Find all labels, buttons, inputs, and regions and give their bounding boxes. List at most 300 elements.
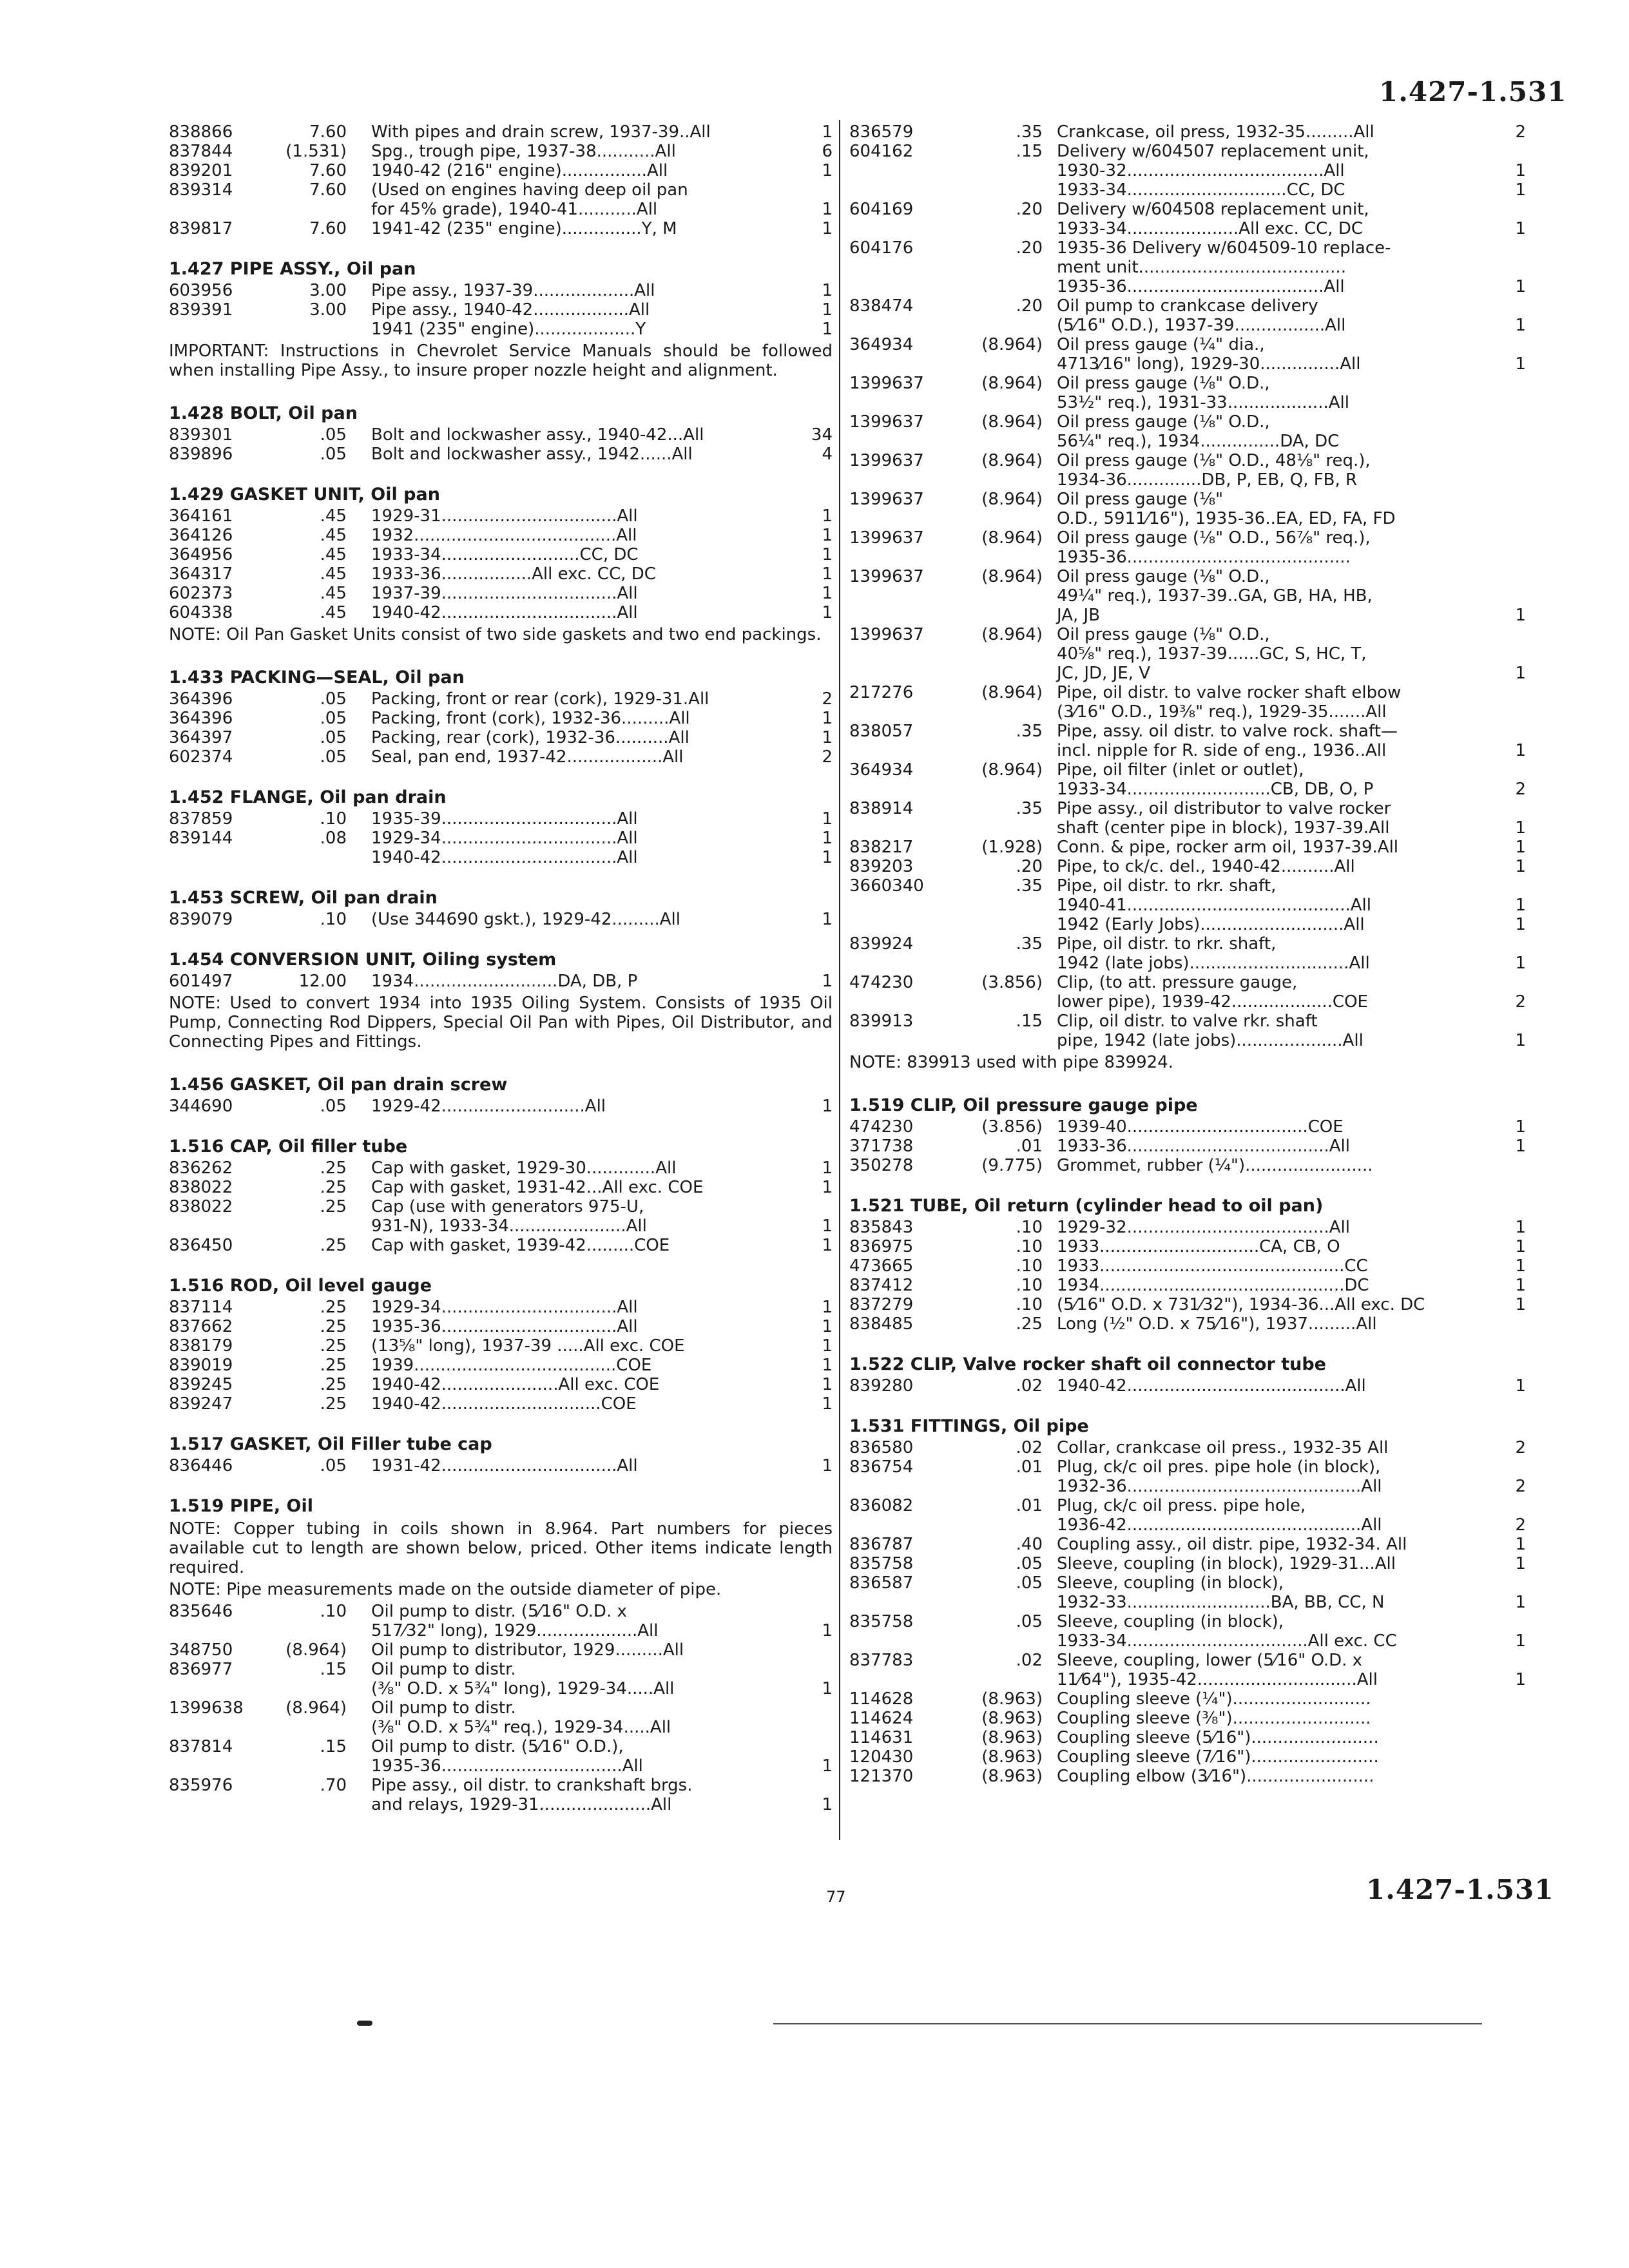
part-number: 1399637 (849, 451, 924, 470)
part-row (169, 1795, 833, 1814)
part-row (169, 180, 833, 200)
part-number: 1399638 (169, 1698, 244, 1718)
quantity: 1 (1515, 664, 1526, 683)
part-number: 835758 (849, 1554, 914, 1573)
description: Oil press gauge (⅛" O.D., (1057, 412, 1270, 432)
description: 1936-42............................................All (1057, 1515, 1382, 1535)
quantity: 1 (1515, 161, 1526, 180)
quantity: 1 (822, 1216, 833, 1236)
description: 1942 (late jobs)..............................All (1057, 954, 1370, 973)
description: Delivery w/604508 replacement unit, (1057, 200, 1369, 219)
description: 1939-40..................................COE (1057, 1117, 1344, 1137)
quantity: 1 (822, 1621, 833, 1640)
price: (8.964) (981, 412, 1043, 432)
price: 7.60 (309, 219, 347, 238)
description: Spg., trough pipe, 1937-38...........All (371, 142, 676, 161)
section-note: NOTE: 839913 used with pipe 839924. (849, 1053, 1173, 1072)
description: Oil pump to distr. (5⁄16" O.D. x (371, 1602, 627, 1621)
part-row (849, 1137, 1526, 1156)
description: Conn. & pipe, rocker arm oil, 1937-39.All (1057, 838, 1399, 857)
part-number: 114631 (849, 1728, 914, 1747)
description: and relays, 1929-31.....................All (371, 1795, 672, 1814)
part-row (849, 954, 1526, 973)
section-gap (169, 1116, 833, 1128)
part-row (169, 320, 833, 339)
price: .45 (320, 564, 347, 584)
price: .05 (320, 709, 347, 728)
price: .25 (320, 1375, 347, 1394)
description: (5⁄16" O.D. x 731⁄32"), 1934-36...All exc. DC (1057, 1295, 1425, 1314)
part-row (849, 219, 1526, 238)
part-row (169, 1178, 833, 1197)
part-row (849, 451, 1526, 470)
price: (8.964) (981, 683, 1043, 702)
description: Sleeve, coupling (in block), 1929-31...All (1057, 1554, 1396, 1573)
part-row (849, 1535, 1526, 1554)
description: Grommet, rubber (¼")........................ (1057, 1156, 1373, 1175)
description: 1933-36......................................All (1057, 1137, 1350, 1156)
description: Oil press gauge (⅛" O.D., 56⅞" req.), (1057, 528, 1371, 548)
quantity: 1 (1515, 316, 1526, 335)
part-number: 839245 (169, 1375, 233, 1394)
part-number: 836262 (169, 1158, 233, 1178)
price: .45 (320, 506, 347, 526)
part-row (169, 709, 833, 728)
part-row (849, 1651, 1526, 1670)
part-number: 364161 (169, 506, 233, 526)
price: .20 (1016, 296, 1043, 316)
section-note: NOTE: Used to convert 1934 into 1935 Oiling System. Consists of 1935 Oil Pump, Connecting Rod Dippers, Special Oil Pan with Pipes, Oil Distributor, and Connecting Pipes and Fittings. (169, 994, 833, 1052)
quantity: 1 (822, 1456, 833, 1475)
part-number: 838914 (849, 799, 914, 818)
part-number: 604162 (849, 142, 914, 161)
part-row (169, 1602, 833, 1621)
part-row (849, 625, 1526, 644)
part-row (849, 412, 1526, 432)
quantity: 2 (822, 747, 833, 767)
price: (8.963) (981, 1767, 1043, 1786)
part-row (169, 1298, 833, 1317)
section-title: 1.429 GASKET UNIT, Oil pan (169, 485, 440, 505)
description: Long (½" O.D. x 75⁄16"), 1937.........All (1057, 1314, 1377, 1334)
part-number: 839247 (169, 1394, 233, 1414)
part-row (849, 1295, 1526, 1314)
part-number: 836579 (849, 122, 914, 142)
part-number: 348750 (169, 1640, 233, 1660)
description: Cap with gasket, 1939-42.........COE (371, 1236, 670, 1255)
part-row (169, 1216, 833, 1236)
part-row (849, 992, 1526, 1012)
description: 1935-39.................................All (371, 809, 638, 829)
quantity: 1 (1515, 1295, 1526, 1314)
description: Coupling sleeve (¼").......................... (1057, 1689, 1371, 1709)
part-row (169, 972, 833, 991)
part-row (169, 1660, 833, 1679)
part-row (169, 1737, 833, 1756)
part-number: 121370 (849, 1767, 914, 1786)
price: (3.856) (981, 973, 1043, 992)
description: Oil press gauge (⅛" O.D., (1057, 374, 1270, 393)
section-gap (169, 1414, 833, 1425)
part-row (169, 219, 833, 238)
description: ment unit....................................... (1057, 258, 1346, 277)
part-row (849, 1438, 1526, 1457)
description: Seal, pan end, 1937-42..................All (371, 747, 684, 767)
quantity: 1 (1515, 1256, 1526, 1276)
part-number: 837279 (849, 1295, 914, 1314)
price: .05 (1016, 1554, 1043, 1573)
part-row (169, 1456, 833, 1475)
price: .01 (1016, 1496, 1043, 1515)
price: .15 (1016, 1012, 1043, 1031)
part-row (849, 200, 1526, 219)
part-row (849, 1156, 1526, 1175)
description: Oil press gauge (⅛" O.D., 48⅛" req.), (1057, 451, 1371, 470)
description: With pipes and drain screw, 1937-39..All (371, 122, 711, 142)
part-row (169, 142, 833, 161)
description: 1933-34..............................CC, DC (1057, 180, 1345, 200)
description: O.D., 5911⁄16"), 1935-36..EA, ED, FA, FD (1057, 509, 1396, 528)
part-row (169, 584, 833, 603)
section-gap (169, 929, 833, 941)
quantity: 1 (822, 1178, 833, 1197)
part-number: 837783 (849, 1651, 914, 1670)
part-number: 839301 (169, 425, 233, 445)
part-row (849, 470, 1526, 490)
part-number: 839019 (169, 1356, 233, 1375)
price: .05 (320, 728, 347, 747)
description: 1941 (235" engine)...................Y (371, 320, 646, 339)
part-row (169, 1756, 833, 1776)
part-number: 364396 (169, 709, 233, 728)
price: .05 (320, 1456, 347, 1475)
part-row (849, 915, 1526, 934)
description: shaft (center pipe in block), 1937-39.All (1057, 818, 1390, 838)
quantity: 2 (1515, 780, 1526, 799)
part-row (849, 1689, 1526, 1709)
part-number: 473665 (849, 1256, 914, 1276)
description: JA, JB (1057, 606, 1101, 625)
part-number: 839280 (849, 1376, 914, 1396)
price: .25 (320, 1178, 347, 1197)
part-number: 1399637 (849, 528, 924, 548)
section-title: 1.427 PIPE ASSY., Oil pan (169, 259, 416, 279)
part-row (849, 548, 1526, 567)
description: Pipe, oil filter (inlet or outlet), (1057, 760, 1304, 780)
description: (3⁄16" O.D., 19⅜" req.), 1929-35.......All (1057, 702, 1387, 722)
part-row (849, 818, 1526, 838)
quantity: 1 (822, 829, 833, 848)
quantity: 1 (822, 506, 833, 526)
part-row (849, 1012, 1526, 1031)
section-gap (169, 383, 833, 394)
part-row (849, 722, 1526, 741)
quantity: 4 (822, 445, 833, 464)
part-row (849, 876, 1526, 896)
price: (8.963) (981, 1728, 1043, 1747)
description: for 45% grade), 1940-41...........All (371, 200, 658, 219)
description: (Use 344690 gskt.), 1929-42.........All (371, 910, 680, 929)
section-gap (849, 1334, 1526, 1345)
price: .25 (320, 1236, 347, 1255)
part-row (849, 664, 1526, 683)
rule-line (773, 2023, 1482, 2024)
description: Oil press gauge (⅛" O.D., (1057, 567, 1270, 586)
description: Pipe, assy. oil distr. to valve rock. shaft— (1057, 722, 1398, 741)
price: .02 (1016, 1376, 1043, 1396)
price: .25 (320, 1298, 347, 1317)
quantity: 1 (1515, 1376, 1526, 1396)
part-row (849, 683, 1526, 702)
quantity: 2 (1515, 122, 1526, 142)
price: .25 (320, 1158, 347, 1178)
description: Cap with gasket, 1931-42...All exc. COE (371, 1178, 704, 1197)
description: 1933..............................................CC (1057, 1256, 1368, 1276)
price: (1.928) (981, 838, 1043, 857)
description: Pipe, oil distr. to valve rocker shaft elbow (1057, 683, 1402, 702)
quantity: 1 (1515, 1237, 1526, 1256)
part-number: 839896 (169, 445, 233, 464)
part-number: 837662 (169, 1317, 233, 1336)
quantity: 1 (822, 1236, 833, 1255)
section-gap (169, 767, 833, 778)
description: 1940-42......................All exc. COE (371, 1375, 660, 1394)
part-number: 838485 (849, 1314, 914, 1334)
part-number: 836754 (849, 1457, 914, 1477)
quantity: 1 (822, 1795, 833, 1814)
description: 1939......................................COE (371, 1356, 652, 1375)
part-row (849, 1767, 1526, 1786)
description: 1933-34...........................CB, DB, O, P (1057, 780, 1374, 799)
quantity: 1 (1515, 896, 1526, 915)
part-row (849, 335, 1526, 354)
description: 1929-42...........................All (371, 1097, 606, 1116)
description: Oil pump to distr. (5⁄16" O.D.), (371, 1737, 624, 1756)
description: Packing, front or rear (cork), 1929-31.All (371, 689, 709, 709)
price: .10 (320, 1602, 347, 1621)
part-number: 837859 (169, 809, 233, 829)
part-row (849, 161, 1526, 180)
quantity: 1 (822, 584, 833, 603)
quantity: 1 (822, 1679, 833, 1698)
section-title: 1.453 SCREW, Oil pan drain (169, 888, 438, 908)
part-number: 836587 (849, 1573, 914, 1593)
part-row (169, 1718, 833, 1737)
section-gap (169, 867, 833, 879)
quantity: 1 (822, 320, 833, 339)
price: .10 (320, 910, 347, 929)
part-row (169, 1375, 833, 1394)
part-number: 835976 (169, 1776, 233, 1795)
part-row (169, 1679, 833, 1698)
quantity: 1 (822, 1298, 833, 1317)
part-row (169, 603, 833, 622)
description: 1929-34.................................All (371, 1298, 638, 1317)
description: lower pipe), 1939-42...................COE (1057, 992, 1368, 1012)
description: 1932......................................All (371, 526, 637, 545)
description: 11⁄64"), 1935-42..............................All (1057, 1670, 1378, 1689)
quantity: 1 (822, 1356, 833, 1375)
description: Bolt and lockwasher assy., 1940-42...All (371, 425, 704, 445)
section-gap (169, 1054, 833, 1066)
section-title: 1.433 PACKING—SEAL, Oil pan (169, 668, 465, 687)
price: .35 (1016, 722, 1043, 741)
quantity: 1 (1515, 1535, 1526, 1554)
description: 1930-32.....................................All (1057, 161, 1345, 180)
description: Pipe, oil distr. to rkr. shaft, (1057, 934, 1277, 954)
part-row (849, 702, 1526, 722)
part-number: 604176 (849, 238, 914, 258)
price: .35 (1016, 799, 1043, 818)
quantity: 1 (1515, 1276, 1526, 1295)
page-range-header: 1.427-1.531 (1379, 76, 1567, 108)
section-note: NOTE: Copper tubing in coils shown in 8.964. Part numbers for pieces available cut to length are shown below, priced. Other items indicate length required. (169, 1519, 833, 1577)
part-row (849, 1218, 1526, 1237)
section-gap (169, 1255, 833, 1267)
price: (8.964) (981, 490, 1043, 509)
price: .20 (1016, 200, 1043, 219)
part-row (849, 393, 1526, 412)
part-row (169, 425, 833, 445)
part-row (169, 564, 833, 584)
part-number: 371738 (849, 1137, 914, 1156)
description: Pipe assy., 1940-42..................All (371, 300, 650, 320)
quantity: 1 (1515, 915, 1526, 934)
part-number: 836787 (849, 1535, 914, 1554)
part-row (169, 728, 833, 747)
price: (3.856) (981, 1117, 1043, 1137)
description: 1935-36..................................All (371, 1756, 643, 1776)
price: .05 (320, 445, 347, 464)
quantity: 1 (822, 603, 833, 622)
quantity: 1 (822, 809, 833, 829)
part-number: 602374 (169, 747, 233, 767)
part-number: 835843 (849, 1218, 914, 1237)
price: .45 (320, 584, 347, 603)
price: .10 (320, 809, 347, 829)
quantity: 1 (822, 1097, 833, 1116)
part-number: 839144 (169, 829, 233, 848)
section-title: 1.456 GASKET, Oil pan drain screw (169, 1075, 508, 1095)
part-row (169, 809, 833, 829)
part-number: 836082 (849, 1496, 914, 1515)
part-number: 364396 (169, 689, 233, 709)
part-row (169, 910, 833, 929)
description: Packing, front (cork), 1932-36.........All (371, 709, 690, 728)
part-number: 364126 (169, 526, 233, 545)
part-row (169, 1356, 833, 1375)
description: Pipe assy., oil distributor to valve rocker (1057, 799, 1391, 818)
part-number: 1399637 (849, 567, 924, 586)
price: 3.00 (309, 300, 347, 320)
part-number: 364317 (169, 564, 233, 584)
part-row (849, 1709, 1526, 1728)
part-row (849, 1457, 1526, 1477)
price: (1.531) (285, 142, 347, 161)
price: 7.60 (309, 122, 347, 142)
price: .10 (1016, 1295, 1043, 1314)
quantity: 1 (1515, 838, 1526, 857)
part-number: 835758 (849, 1612, 914, 1631)
part-number: 364956 (169, 545, 233, 564)
quantity: 1 (822, 300, 833, 320)
section-note: NOTE: Pipe measurements made on the outside diameter of pipe. (169, 1580, 722, 1599)
description: Pipe assy., 1937-39...................All (371, 281, 655, 300)
description: Crankcase, oil press, 1932-35.........All (1057, 122, 1374, 142)
description: (Used on engines having deep oil pan (371, 180, 688, 200)
description: 517⁄32" long), 1929...................All (371, 1621, 659, 1640)
price: .35 (1016, 876, 1043, 896)
description: 40⅝" req.), 1937-39......GC, S, HC, T, (1057, 644, 1367, 664)
part-row (849, 1477, 1526, 1496)
price: .02 (1016, 1651, 1043, 1670)
part-number: 364397 (169, 728, 233, 747)
part-number: 602373 (169, 584, 233, 603)
part-row (849, 780, 1526, 799)
description: 1934...........................DA, DB, P (371, 972, 638, 991)
part-row (849, 296, 1526, 316)
price: .10 (1016, 1276, 1043, 1295)
price: (8.964) (981, 335, 1043, 354)
price: 7.60 (309, 161, 347, 180)
part-number: 601497 (169, 972, 233, 991)
description: (13⅝" long), 1937-39 .....All exc. COE (371, 1336, 685, 1356)
part-row (849, 277, 1526, 296)
part-row (849, 586, 1526, 606)
part-row (849, 567, 1526, 586)
price: .08 (320, 829, 347, 848)
section-gap (169, 238, 833, 250)
part-row (169, 1621, 833, 1640)
ink-mark (357, 2021, 372, 2026)
part-row (849, 1496, 1526, 1515)
quantity: 1 (822, 219, 833, 238)
part-row (849, 354, 1526, 374)
section-gap (849, 1786, 1526, 1798)
description: Oil pump to distr. (371, 1660, 516, 1679)
part-number: 837114 (169, 1298, 233, 1317)
part-number: 839079 (169, 910, 233, 929)
part-number: 838022 (169, 1197, 233, 1216)
part-row (849, 142, 1526, 161)
description: 1941-42 (235" engine)...............Y, M (371, 219, 677, 238)
description: Pipe assy., oil distr. to crankshaft brgs. (371, 1776, 693, 1795)
quantity: 2 (1515, 1438, 1526, 1457)
description: 1933-34..........................CC, DC (371, 545, 639, 564)
price: (8.964) (981, 528, 1043, 548)
price: (8.963) (981, 1709, 1043, 1728)
description: 1929-31.................................All (371, 506, 638, 526)
description: 1940-42.................................All (371, 603, 638, 622)
part-number: 1399637 (849, 490, 924, 509)
part-number: 3660340 (849, 876, 924, 896)
description: Sleeve, coupling, lower (5⁄16" O.D. x (1057, 1651, 1363, 1670)
price: .15 (320, 1737, 347, 1756)
description: 49¼" req.), 1937-39..GA, GB, HA, HB, (1057, 586, 1373, 606)
description: 1940-42..............................COE (371, 1394, 637, 1414)
description: Cap (use with generators 975-U, (371, 1197, 644, 1216)
part-row (849, 1593, 1526, 1612)
part-row (169, 545, 833, 564)
part-row (849, 1117, 1526, 1137)
part-row (849, 644, 1526, 664)
quantity: 1 (1515, 1593, 1526, 1612)
part-number: 344690 (169, 1097, 233, 1116)
price: 7.60 (309, 180, 347, 200)
part-row (169, 1158, 833, 1178)
price: .05 (320, 689, 347, 709)
part-row (169, 445, 833, 464)
